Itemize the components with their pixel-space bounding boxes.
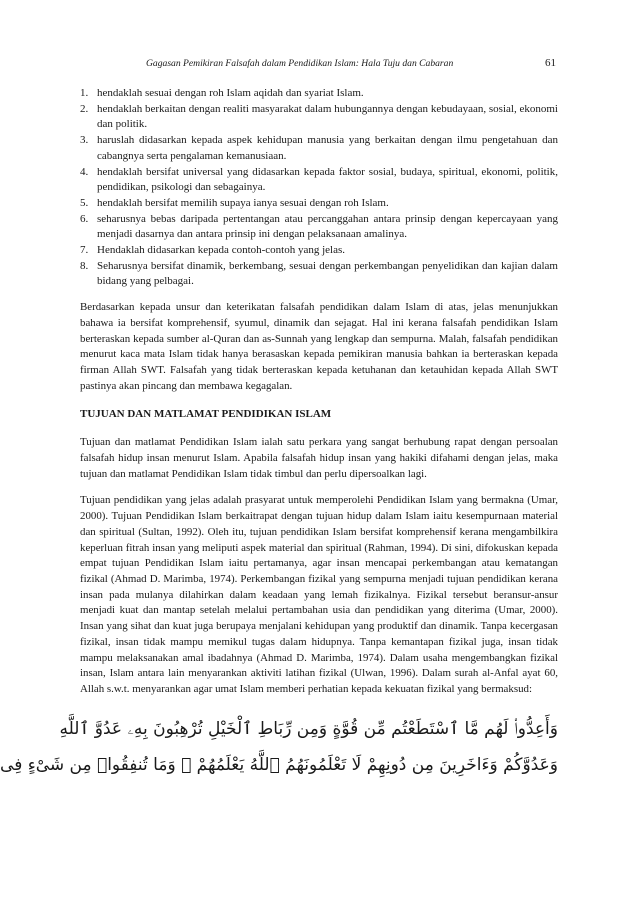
page-number: 61 xyxy=(545,57,556,69)
list-item-number: 5. xyxy=(80,196,89,209)
list-item-number: 2. xyxy=(80,102,89,115)
list-item-number: 6. xyxy=(80,212,89,225)
list-item-text: hendaklah sesuai dengan roh Islam aqidah dan syariat Islam. xyxy=(97,87,364,99)
arabic-verse-line-2: وَعَدُوَّكُمْ وَءَاخَرِينَ مِن دُونِهِمْ لَا تَعْلَمُونَهُمُ ٱللَّهُ يَعْلَمُهُمْ ۚ وَمَا تُنفِقُوا۟ مِن شَىْءٍ فِى xyxy=(0,754,558,775)
list-item-number: 7. xyxy=(80,244,89,257)
paragraph-intro: Tujuan dan matlamat Pendidikan Islam ialah satu perkara yang sangat berhubung rapat dengan persoalan falsafah hidup insan menurut Islam. Apabila falsafah hidup insan yang hakiki difahami dengan jelas, maka tujuan dan matlamat Pendidikan Islam tidak timbul dan perlu dipersoalkan lagi. xyxy=(80,436,558,480)
header-title: Gagasan Pemikiran Falsafah dalam Pendidikan Islam: Hala Tuju dan Cabaran xyxy=(146,58,454,69)
list-item-number: 8. xyxy=(80,259,89,272)
list-item xyxy=(80,165,558,196)
list-item-number: 4. xyxy=(80,165,89,178)
list-item-number: 3. xyxy=(80,134,89,147)
paragraph-objectives: Tujuan pendidikan yang jelas adalah prasyarat untuk memperolehi Pendidikan Islam yang bermakna (Umar, 2000). Tujuan Pendidikan Islam berkaitrapat dengan tujuan hidup dalam Islam iaitu kesempurnaan material dan spiritual (Sultan, 1992). Oleh itu, tujuan pendidikan Islam bersifat komprehensif kerana mengambilkira keperluan fitrah insan yang meliputi aspek material dan spiritual (Rahman, 1994). Di sini, difokuskan kepada empat tujuan Pendidikan Islam iaitu pertamanya, agar insan mencapai perkembangan atau kematangan fizikal (Ahmad D. Marimba, 1974). Perkembangan fizikal yang sempurna menjadi tujuan pendidikan kerana insan pada mulanya dilahirkan dalam keadaan yang lemah fizikalnya. Fizikal tersebut beransur-ansur menjadi kuat dan mantap setelah melalui pertambahan usia dan pendidikan yang diterima (Umar, 2000). Insan yang sihat dan kuat juga berupaya menjalani kehidupan yang produktif dan dinamik. Tanpa kecergasan fizikal, insan tidak mampu memikul tugas dalam hidupnya. Tanpa kemantapan fizikal juga, insan tidak mampu melaksanakan amal ibadahnya (Ahmad D. Marimba, 1974). Dalam usaha mengembangkan fizikal insan, Islam antara lain menyarankan aktiviti latihan fizikal (Ulwan, 1996). Dalam surah al-Anfal ayat 60, Allah s.w.t. menyarankan agar umat Islam memberi perhatian kepada kekuatan fizikal yang bermaksud: xyxy=(80,494,558,695)
section-heading: TUJUAN DAN MATLAMAT PENDIDIKAN ISLAM xyxy=(80,408,332,421)
list-item-text: hendaklah bersifat memilih supaya ianya sesuai dengan roh Islam. xyxy=(97,196,389,209)
list-item xyxy=(80,133,558,164)
list-item-number: 1. xyxy=(80,87,89,99)
list-item xyxy=(80,259,558,290)
list-item-text: haruslah didasarkan kepada aspek kehidupan manusia yang berkaitan dengan ilmu pengetahuan dan cabangnya serta pengalaman kemanusiaan. xyxy=(97,134,558,162)
page-content xyxy=(0,86,558,782)
list-item xyxy=(80,86,558,102)
running-header xyxy=(80,58,558,74)
list-item xyxy=(80,102,558,133)
list-item-text: seharusnya bebas daripada pertentangan atau percanggahan antara prinsip dengan kepercayaan yang menjadi dasarnya dan antara prinsip ini dengan pelaksanaan amalinya. xyxy=(97,212,558,241)
list-item xyxy=(80,212,558,243)
list-item-text: hendaklah berkaitan dengan realiti masyarakat dalam hubungannya dengan kebudayaan, sosial, ekonomi dan politik. xyxy=(97,102,558,131)
list-item-text: hendaklah bersifat universal yang didasarkan kepada faktor sosial, budaya, spiritual, ekonomi, politik, pendidikan, psikologi dan sebagainya. xyxy=(97,165,558,194)
list-item-text: Hendaklah didasarkan kepada contoh-contoh yang jelas. xyxy=(97,244,346,257)
list-item xyxy=(80,196,558,212)
paragraph-conclusion: Berdasarkan kepada unsur dan keterikatan falsafah pendidikan dalam Islam di atas, jelas menunjukkan bahawa ia bersifat komprehensif, syumul, dinamik dan sejagat. Hal ini kerana falsafah pendidikan Islam berteraskan kepada sumber al-Quran dan as-Sunnah yang lengkap dan sempurna. Malah, falsafah pendidikan menurut kaca mata Islam tidak hanya berasaskan kepada pemikiran manusia bahkan ia berteraskan kepada firman Allah SWT. Falsafah yang tidak berteraskan kepada ketuhanan dan ketauhidan kepada Allah SWT pastinya akan pincang dan membawa kegagalan. xyxy=(80,301,558,392)
criteria-list xyxy=(80,86,558,290)
list-item-text: Seharusnya bersifat dinamik, berkembang, sesuai dengan perkembangan penyelidikan dan kajian dalam bidang yang pelbagai. xyxy=(97,259,558,288)
list-item xyxy=(80,243,558,259)
arabic-verse-line-1: وَأَعِدُّوا۟ لَهُم مَّا ٱسْتَطَعْتُم مِّن قُوَّةٍ وَمِن رِّبَاطِ ٱلْخَيْلِ تُرْهِبُونَ بِهِۦ عَدُوَّ ٱللَّهِ xyxy=(59,718,558,739)
